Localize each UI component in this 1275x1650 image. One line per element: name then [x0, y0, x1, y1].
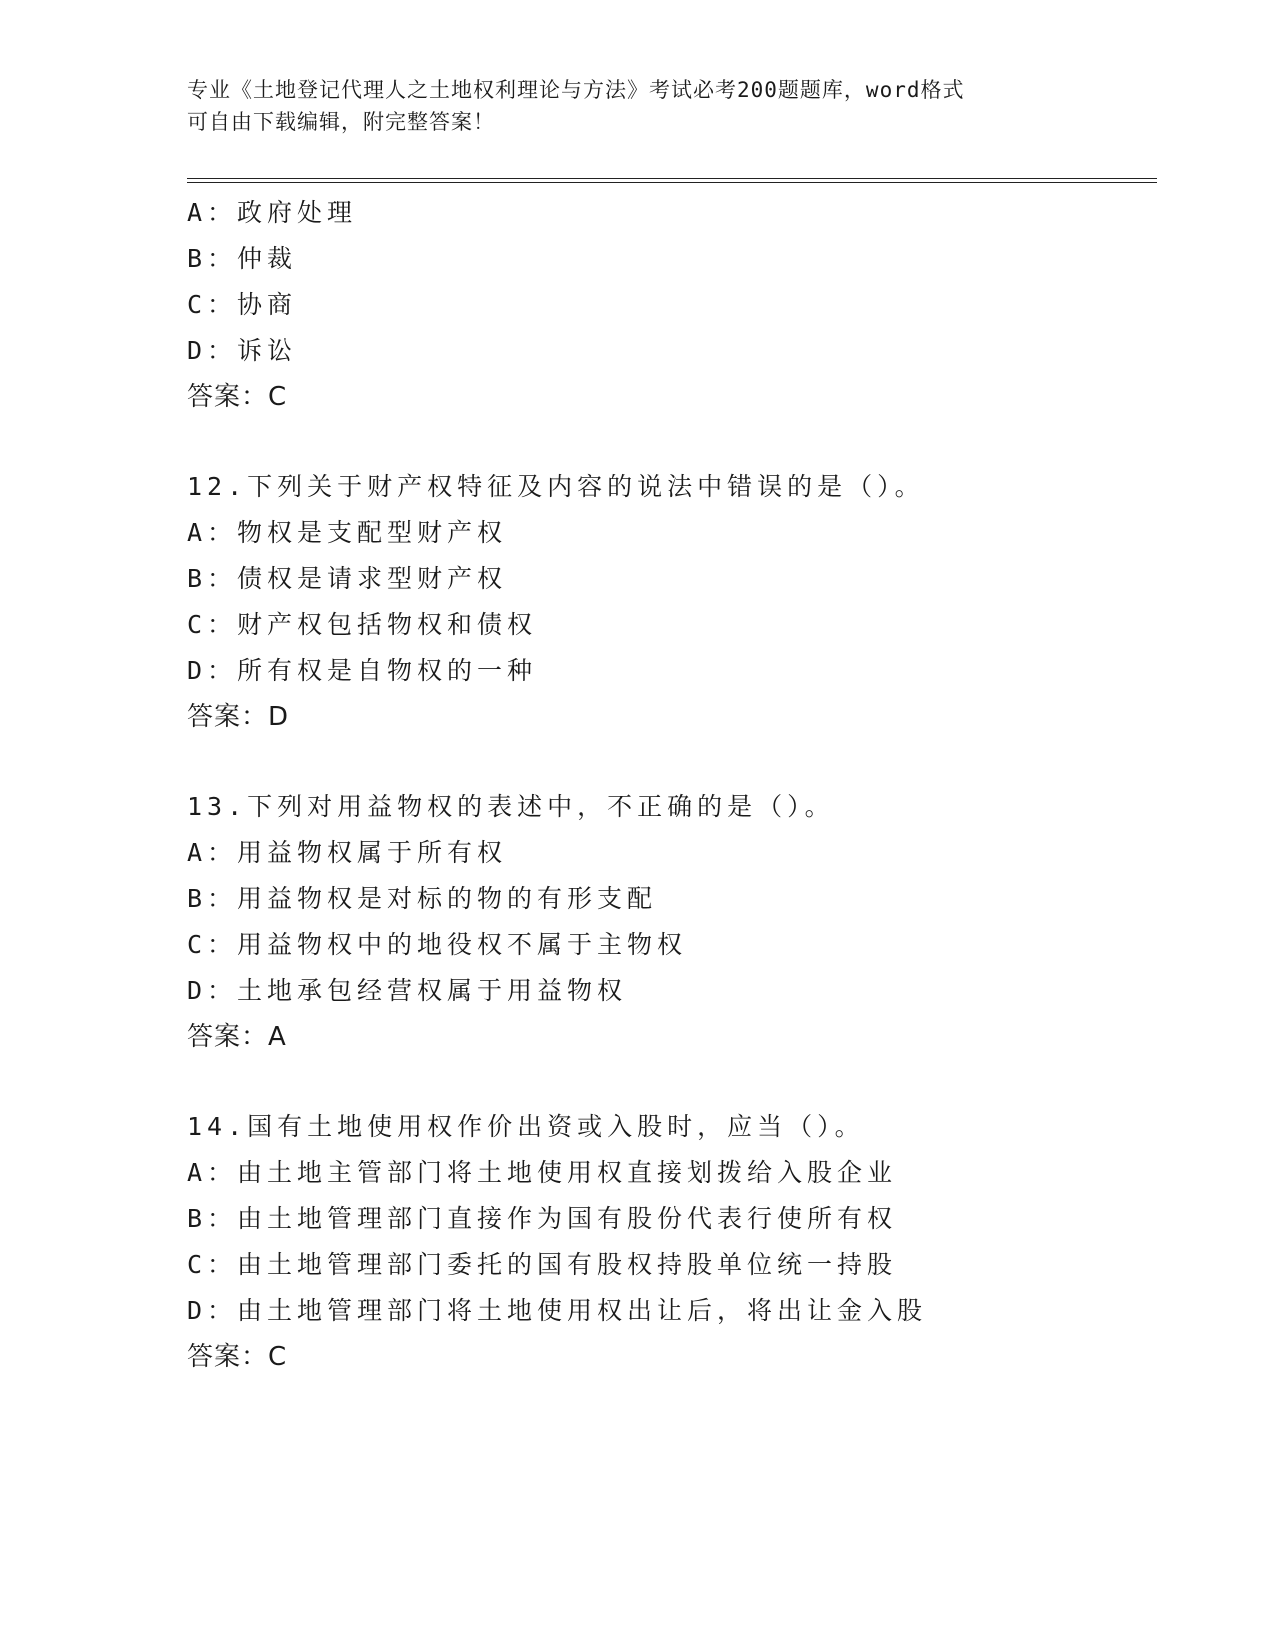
option-c: C：财产权包括物权和债权 [187, 610, 538, 639]
option-a: A：由土地主管部门将土地使用权直接划拨给入股企业 [187, 1158, 898, 1187]
answer-line: 答案：D [187, 702, 290, 732]
question-14 [187, 1104, 1157, 1380]
option-c: C：用益物权中的地役权不属于主物权 [187, 930, 688, 959]
question-stem: 14.国有土地使用权作价出资或入股时，应当（）。 [187, 1112, 865, 1141]
question-13 [187, 784, 1157, 1060]
option-b: B：用益物权是对标的物的有形支配 [187, 884, 658, 913]
option-d: D：由土地管理部门将土地使用权出让后，将出让金入股 [187, 1296, 928, 1325]
option-a: A：用益物权属于所有权 [187, 838, 508, 867]
option-d: D：土地承包经营权属于用益物权 [187, 976, 628, 1005]
header-divider [187, 178, 1157, 183]
question-11-continued [187, 190, 1157, 420]
question-stem: 12.下列关于财产权特征及内容的说法中错误的是（）。 [187, 472, 925, 501]
option-b: B：由土地管理部门直接作为国有股份代表行使所有权 [187, 1204, 898, 1233]
answer-line: 答案：A [187, 1022, 287, 1052]
option-c: C：由土地管理部门委托的国有股权持股单位统一持股 [187, 1250, 898, 1279]
header-title-line-1: 专业《土地登记代理人之土地权利理论与方法》考试必考200题题库，word格式 [187, 78, 965, 102]
answer-line: 答案：C [187, 382, 288, 412]
option-b: B：仲裁 [187, 244, 298, 273]
document-header [187, 74, 1087, 138]
option-a: A：政府处理 [187, 198, 358, 227]
option-a: A：物权是支配型财产权 [187, 518, 508, 547]
option-c: C：协商 [187, 290, 298, 319]
question-stem: 13.下列对用益物权的表述中，不正确的是（）。 [187, 792, 835, 821]
option-b: B：债权是请求型财产权 [187, 564, 508, 593]
header-title-line-2: 可自由下载编辑，附完整答案！ [187, 110, 495, 134]
option-d: D：所有权是自物权的一种 [187, 656, 538, 685]
answer-line: 答案：C [187, 1342, 288, 1372]
option-d: D：诉讼 [187, 336, 298, 365]
question-12 [187, 464, 1157, 740]
question-list [187, 190, 1157, 1380]
